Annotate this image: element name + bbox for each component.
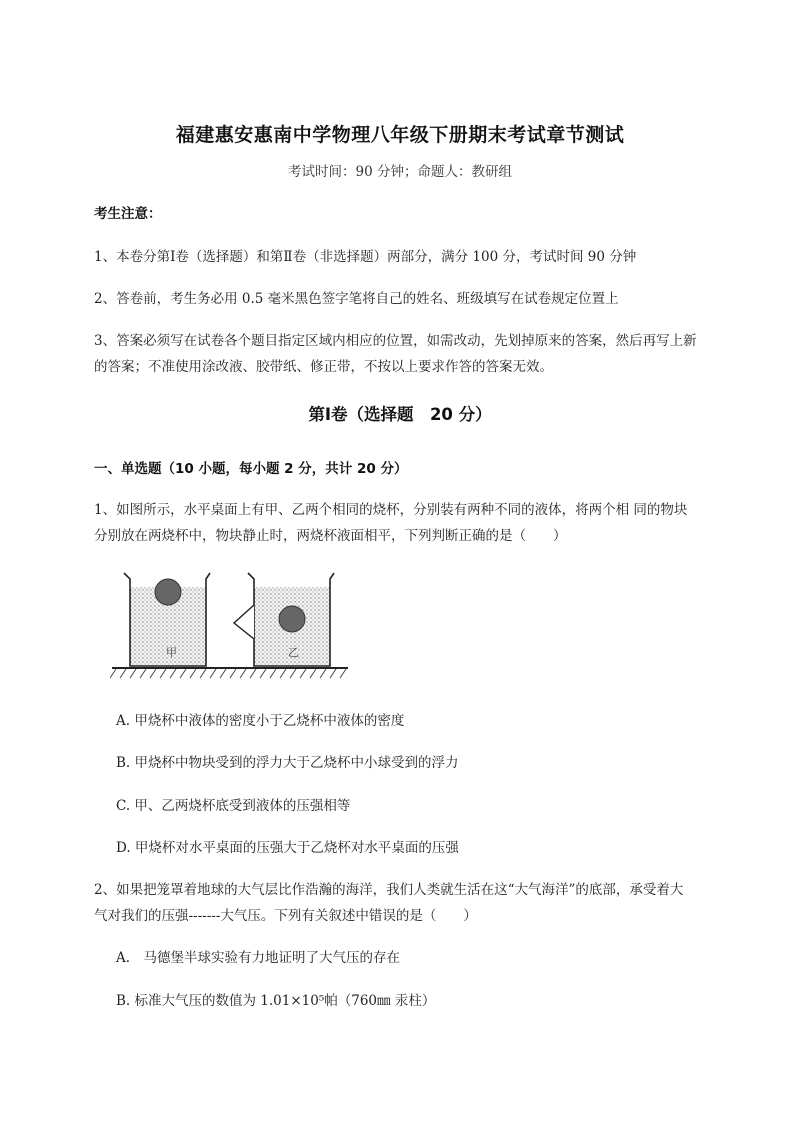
beaker-yi <box>234 573 334 666</box>
q1-stem-line1: 1、如图所示，水平桌面上有甲、乙两个相同的烧杯，分别装有两种不同的液体，将两个相 同的物块 <box>94 502 688 518</box>
exam-title: 福建惠安惠南中学物理八年级下册期末考试章节测试 <box>175 124 625 146</box>
q1-stem-line2: 分别放在两烧杯中，物块静止时，两烧杯液面相平，下列判断正确的是（ ） <box>94 528 567 544</box>
notice-heading: 考生注意： <box>94 206 162 222</box>
label-jia: 甲 <box>166 646 177 659</box>
beaker-jia <box>124 573 210 666</box>
q1-option-a[interactable]: A. 甲烧杯中液体的密度小于乙烧杯中液体的密度 <box>116 713 405 729</box>
notice-item-2: 2、答卷前，考生务必用 0.5 毫米黑色签字笔将自己的姓名、班级填写在试卷规定位置上 <box>94 291 619 307</box>
q2-option-b[interactable]: B. 标准大气压的数值为 1.01×10⁵帕（760㎜ 汞柱） <box>116 993 436 1009</box>
q1-option-c[interactable]: C. 甲、乙两烧杯底受到液体的压强相等 <box>116 798 351 814</box>
block-jia <box>155 579 181 605</box>
notice-item-1: 1、本卷分第Ⅰ卷（选择题）和第Ⅱ卷（非选择题）两部分，满分 100 分，考试时间 90 分钟 <box>94 249 637 265</box>
q2-stem-line2: 气对我们的压强-------大气压。下列有关叙述中错误的是（ ） <box>94 908 477 924</box>
notice-item-3-line2: 的答案；不准使用涂改液、胶带纸、修正带，不按以上要求作答的答案无效。 <box>94 359 553 375</box>
q2-option-a[interactable]: A. 马德堡半球实验有力地证明了大气压的存在 <box>116 950 401 966</box>
beakers-figure <box>110 565 350 685</box>
q1-option-d[interactable]: D. 甲烧杯对水平桌面的压强大于乙烧杯对水平桌面的压强 <box>116 840 459 856</box>
q2-stem-line1: 2、如果把笼罩着地球的大气层比作浩瀚的海洋，我们人类就生活在这“大气海洋”的底部，承受着大 <box>94 882 684 898</box>
section-title: 第Ⅰ卷（选择题 20 分） <box>308 405 492 424</box>
part1-heading: 一、单选题（10 小题，每小题 2 分，共计 20 分） <box>94 461 408 477</box>
block-yi <box>279 606 305 632</box>
notice-item-3-line1: 3、答案必须写在试卷各个题目指定区域内相应的位置，如需改动，先划掉原来的答案，然后再写上新 <box>94 333 697 349</box>
table-hatching <box>110 669 346 678</box>
q1-option-b[interactable]: B. 甲烧杯中物块受到的浮力大于乙烧杯中小球受到的浮力 <box>116 755 459 771</box>
label-yi: 乙 <box>288 646 299 659</box>
exam-subtitle: 考试时间：90 分钟；命题人：教研组 <box>288 164 512 180</box>
